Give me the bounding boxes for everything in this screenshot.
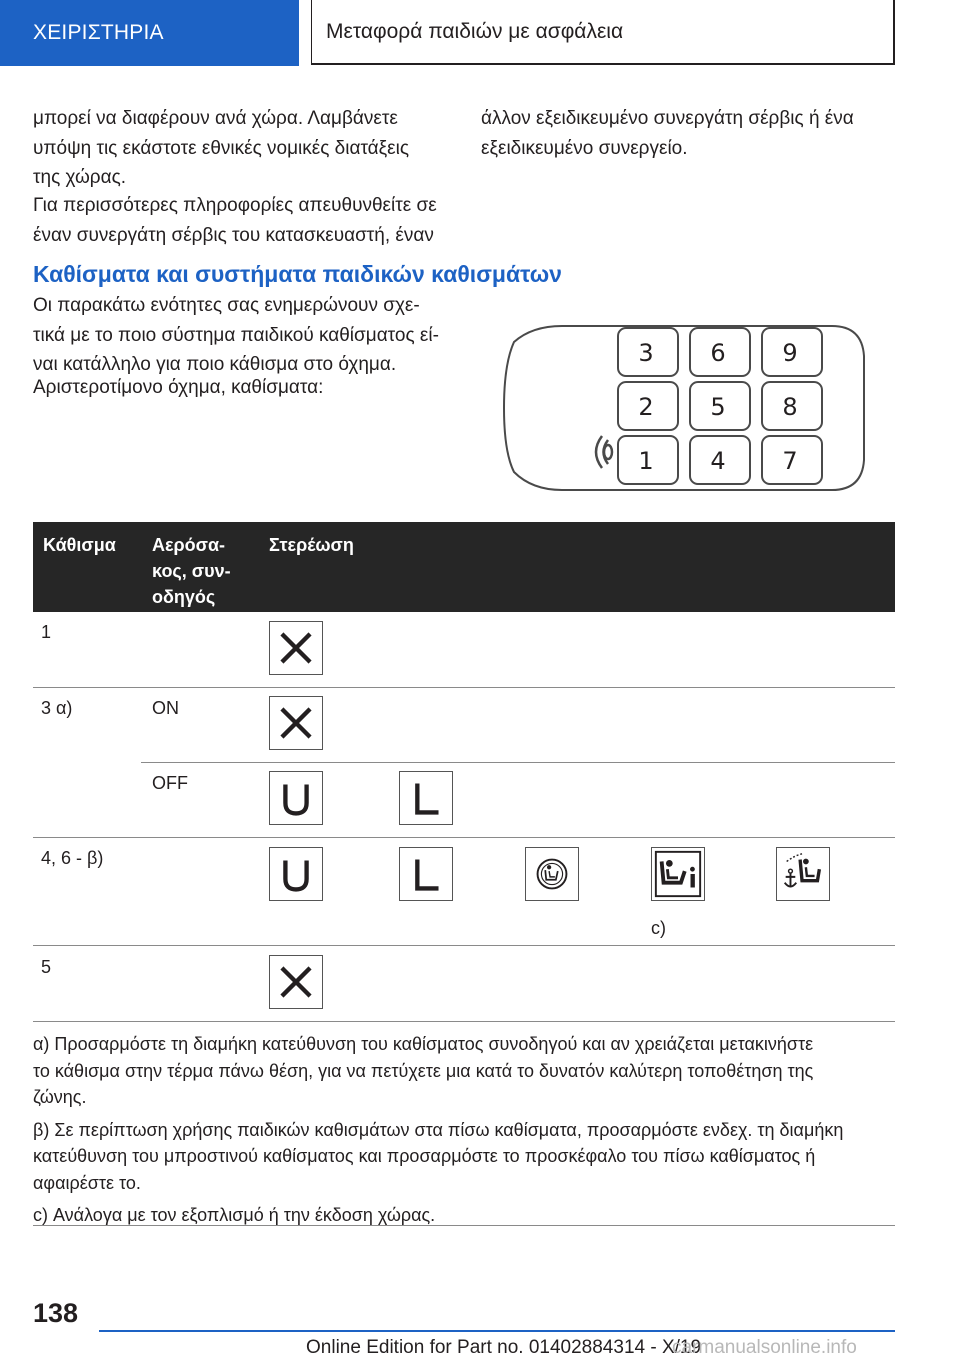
cross-icon — [269, 696, 323, 750]
seat-number-label: 2 — [638, 393, 654, 421]
text-line: ζώνης. — [33, 1087, 87, 1107]
table-cell-seat: 1 — [41, 622, 52, 642]
semi-universal-l-icon — [399, 847, 453, 901]
page-number: 138 — [33, 1298, 79, 1328]
universal-u-icon — [269, 771, 323, 825]
text-line: εξειδικευμένο συνεργείο. — [481, 137, 688, 159]
section-paragraph-2: Αριστεροτίμονο όχημα, καθίσματα: — [33, 377, 324, 398]
column-header-airbag — [152, 532, 231, 610]
table-footnotes — [33, 1031, 893, 1235]
header-section-title: ΧΕΙΡΙΣΤΗΡΙΑ — [0, 0, 299, 66]
footnotes-divider — [33, 1225, 895, 1226]
table-cell-seat: 5 — [41, 957, 52, 977]
row-divider — [33, 837, 895, 838]
table-header — [33, 522, 895, 612]
semi-universal-l-icon — [399, 771, 453, 825]
text-line: κατεύθυνση του μπροστινού καθίσματος και προσαρμόστε το προσκέφαλο του πίσω καθίσματος ή — [33, 1146, 816, 1166]
footnote-b — [33, 1117, 893, 1197]
isofix-anchor-seat-icon — [776, 847, 830, 901]
column-header-seat: Κάθισμα — [43, 535, 116, 555]
header-line: οδηγός — [152, 587, 216, 607]
i-size-seat-icon — [525, 847, 579, 901]
seat-number-label: 3 — [638, 339, 654, 367]
seat-number-label: 6 — [710, 339, 726, 367]
row-divider — [33, 1021, 895, 1022]
footer-rule — [99, 1330, 895, 1332]
text-line: β) Σε περίπτωση χρήσης παιδικών καθισμάτων στα πίσω καθίσματα, προσαρμόστε ενδεχ. τη διαμήκη — [33, 1119, 844, 1140]
row-divider — [33, 945, 895, 946]
section-title: Καθίσματα και συστήματα παιδικών καθισμάτων — [33, 261, 562, 287]
row-divider — [33, 687, 895, 688]
text-line: α) Προσαρμόστε τη διαμήκη κατεύθυνση του καθίσματος συνοδηγού και αν χρειάζεται μετακινήστε — [33, 1034, 814, 1054]
universal-u-icon — [269, 847, 323, 901]
header-line: κος, συν- — [152, 561, 231, 581]
cross-icon — [269, 955, 323, 1009]
seat-number-label: 7 — [782, 447, 798, 475]
cross-icon — [269, 621, 323, 675]
i-size-booster-icon — [651, 847, 705, 901]
text-line: της χώρας. — [33, 167, 127, 188]
seat-number-label: 1 — [638, 447, 654, 475]
seat-number-label: 5 — [710, 393, 726, 421]
seat-number-label: 8 — [782, 393, 798, 421]
text-line: άλλον εξειδικευμένο συνεργάτη σέρβις ή ένα — [481, 108, 854, 129]
footnote-c: c) Ανάλογα με τον εξοπλισμό ή την έκδοση χώρας. — [33, 1205, 436, 1225]
section-paragraph-1 — [33, 291, 439, 380]
text-line: υπόψη τις εκάστοτε εθνικές νομικές διατάξεις — [33, 137, 410, 159]
intro-paragraph-2 — [33, 191, 437, 250]
header-chapter-title: Μεταφορά παιδιών με ασφάλεια — [311, 0, 895, 65]
text-line: έναν συνεργάτη σέρβις του κατασκευαστή, έναν — [33, 224, 434, 246]
seat-layout-illustration — [502, 320, 868, 496]
header-line: Αερόσα- — [152, 535, 226, 555]
text-line: Οι παρακάτω ενότητες σας ενημερώνουν σχε- — [33, 295, 420, 316]
row-divider — [141, 762, 895, 763]
intro-paragraph-right — [481, 104, 854, 163]
footer-edition: Online Edition for Part no. 01402884314 - X/19 — [306, 1337, 702, 1358]
text-line: αφαιρέστε το. — [33, 1172, 141, 1193]
text-line: ναι κατάλληλο για ποιο κάθισμα στο όχημα. — [33, 354, 397, 375]
seat-number-label: 4 — [710, 447, 726, 475]
table-cell-seat: 4, 6 - β) — [41, 848, 104, 868]
table-cell-note: c) — [651, 918, 666, 938]
table-cell-airbag: ON — [152, 698, 179, 718]
watermark: carmanualsonline.info — [672, 1337, 857, 1358]
seat-grid — [618, 328, 822, 484]
text-line: το κάθισμα στην τέρμα πάνω θέση, για να πετύχετε μια κατά το δυνατόν καλύτερη τοποθέτηση της — [33, 1060, 814, 1081]
text-line: Για περισσότερες πληροφορίες απευθυνθείτε σε — [33, 195, 437, 216]
column-header-fixing: Στερέωση — [269, 535, 354, 555]
footnote-a — [33, 1031, 893, 1111]
intro-paragraph-1 — [33, 104, 409, 193]
text-line: μπορεί να διαφέρουν ανά χώρα. Λαμβάνετε — [33, 108, 398, 129]
seat-number-label: 9 — [782, 339, 798, 367]
table-cell-seat: 3 α) — [41, 698, 73, 718]
text-line: τικά με το ποιο σύστημα παιδικού καθίσματος εί- — [33, 324, 439, 346]
table-cell-airbag: OFF — [152, 773, 188, 793]
